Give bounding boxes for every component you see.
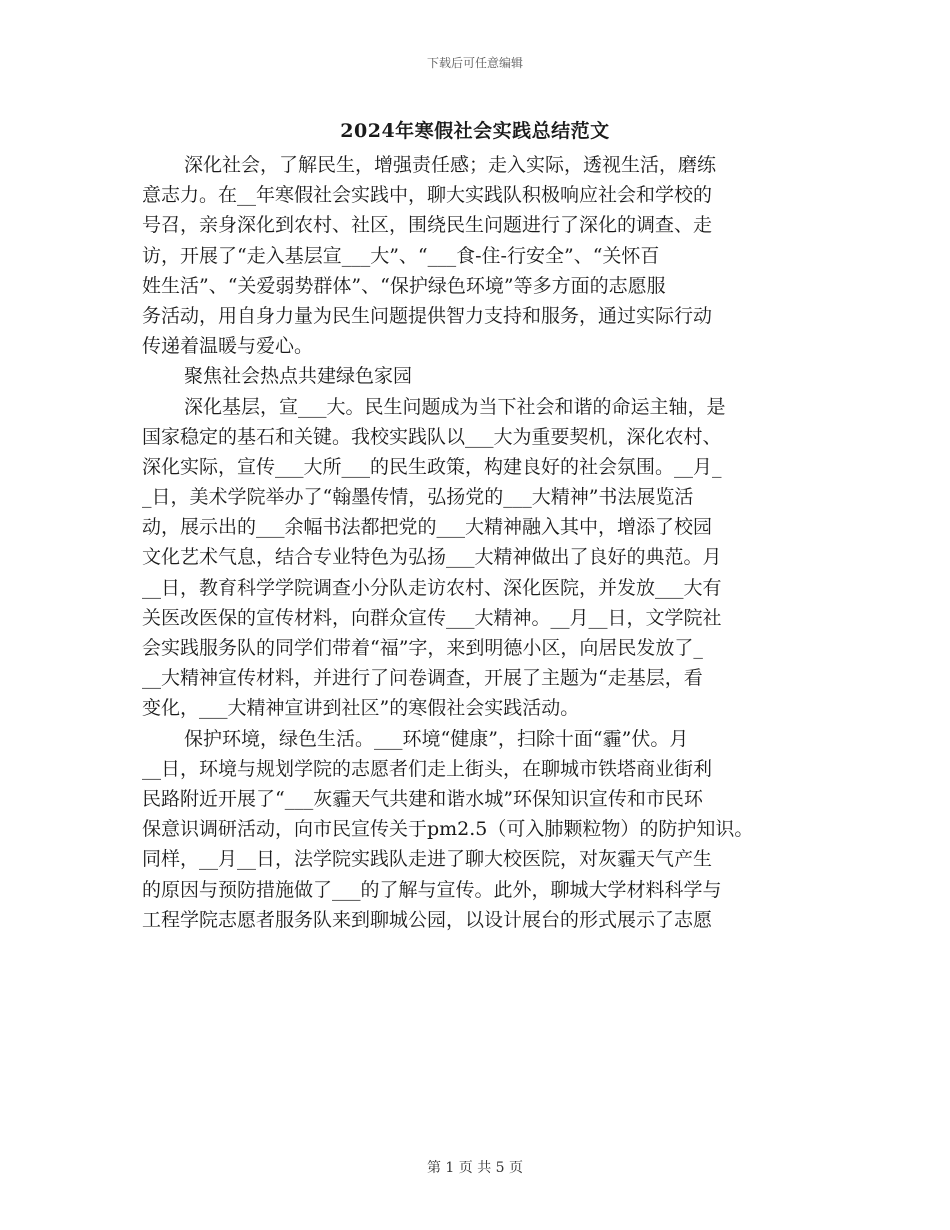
text-line: __日，教育科学学院调查小分队走访农村、深化医院，并发放___大有 xyxy=(142,576,722,599)
text-line: 的原因与预防措施做了___的了解与宣传。此外，聊城大学材料科学与 xyxy=(142,878,722,901)
text-line: 同样，__月__日，法学院实践队走进了聊大校医院，对灰霾天气产生 xyxy=(142,848,713,871)
text-line: 深化基层，宣___大。民生问题成为当下社会和谐的命运主轴，是 xyxy=(184,395,726,418)
page-footer: 第 1 页 共 5 页 xyxy=(426,1160,524,1176)
text-line: 文化艺术气息，结合专业特色为弘扬___大精神做出了良好的典范。月 xyxy=(142,546,722,569)
text-line: 动，展示出的___余幅书法都把党的___大精神融入其中，增添了校园 xyxy=(142,516,713,539)
text-line: 深化实际，宣传___大所___的民生政策，构建良好的社会氛围。__月_ xyxy=(142,455,722,478)
text-line: 号召，亲身深化到农村、社区，围绕民生问题进行了深化的调查、走 xyxy=(142,214,713,237)
text-line: 深化社会，了解民生，增强责任感；走入实际，透视生活，磨练 xyxy=(184,154,717,176)
document-title: 2024年寒假社会实践总结范文 xyxy=(340,120,610,142)
text-line: 关医改医保的宣传材料，向群众宣传___大精神。__月__日，文学院社 xyxy=(142,606,722,629)
text-line: 变化，___大精神宣讲到社区”的寒假社会实践活动。 xyxy=(142,697,580,720)
text-line: 保护环境，绿色生活。___环境“健康”，扫除十面“霾”伏。月 xyxy=(184,727,689,750)
text-line: _日，美术学院举办了“翰墨传情，弘扬党的___大精神”书法展览活 xyxy=(142,486,694,509)
text-line: 保意识调研活动，向市民宣传关于pm2.5（可入肺颗粒物）的防护知识。 xyxy=(142,818,754,841)
text-line: 民路附近开展了“___灰霾天气共建和谐水城”环保知识宣传和市民环 xyxy=(142,787,703,810)
text-line: 传递着温暖与爱心。 xyxy=(142,335,314,358)
text-line: 聚焦社会热点共建绿色家园 xyxy=(184,365,413,388)
text-line: 工程学院志愿者服务队来到聊城公园，以设计展台的形式展示了志愿 xyxy=(142,908,713,931)
text-line: __大精神宣传材料，并进行了问卷调查，开展了主题为“走基层，看 xyxy=(142,667,703,690)
text-line: 意志力。在__年寒假社会实践中，聊大实践队积极响应社会和学校的 xyxy=(142,184,713,207)
text-line: __日，环境与规划学院的志愿者们走上街头，在聊城市铁塔商业街利 xyxy=(142,757,713,780)
text-line: 会实践服务队的同学们带着“福”字，来到明德小区，向居民发放了_ xyxy=(142,637,703,659)
text-line: 姓生活”、“关爱弱势群体”、“保护绿色环境”等多方面的志愿服 xyxy=(142,274,666,297)
text-line: 访，开展了“走入基层宣___大”、“___食-住-行安全”、“关怀百 xyxy=(142,244,660,267)
text-line: 务活动，用自身力量为民生问题提供智力支持和服务，通过实际行动 xyxy=(142,304,713,327)
text-line: 国家稳定的基石和关键。我校实践队以___大为重要契机，深化农村、 xyxy=(142,425,722,448)
page-header: 下载后可任意编辑 xyxy=(426,56,523,70)
document-body xyxy=(142,150,807,935)
